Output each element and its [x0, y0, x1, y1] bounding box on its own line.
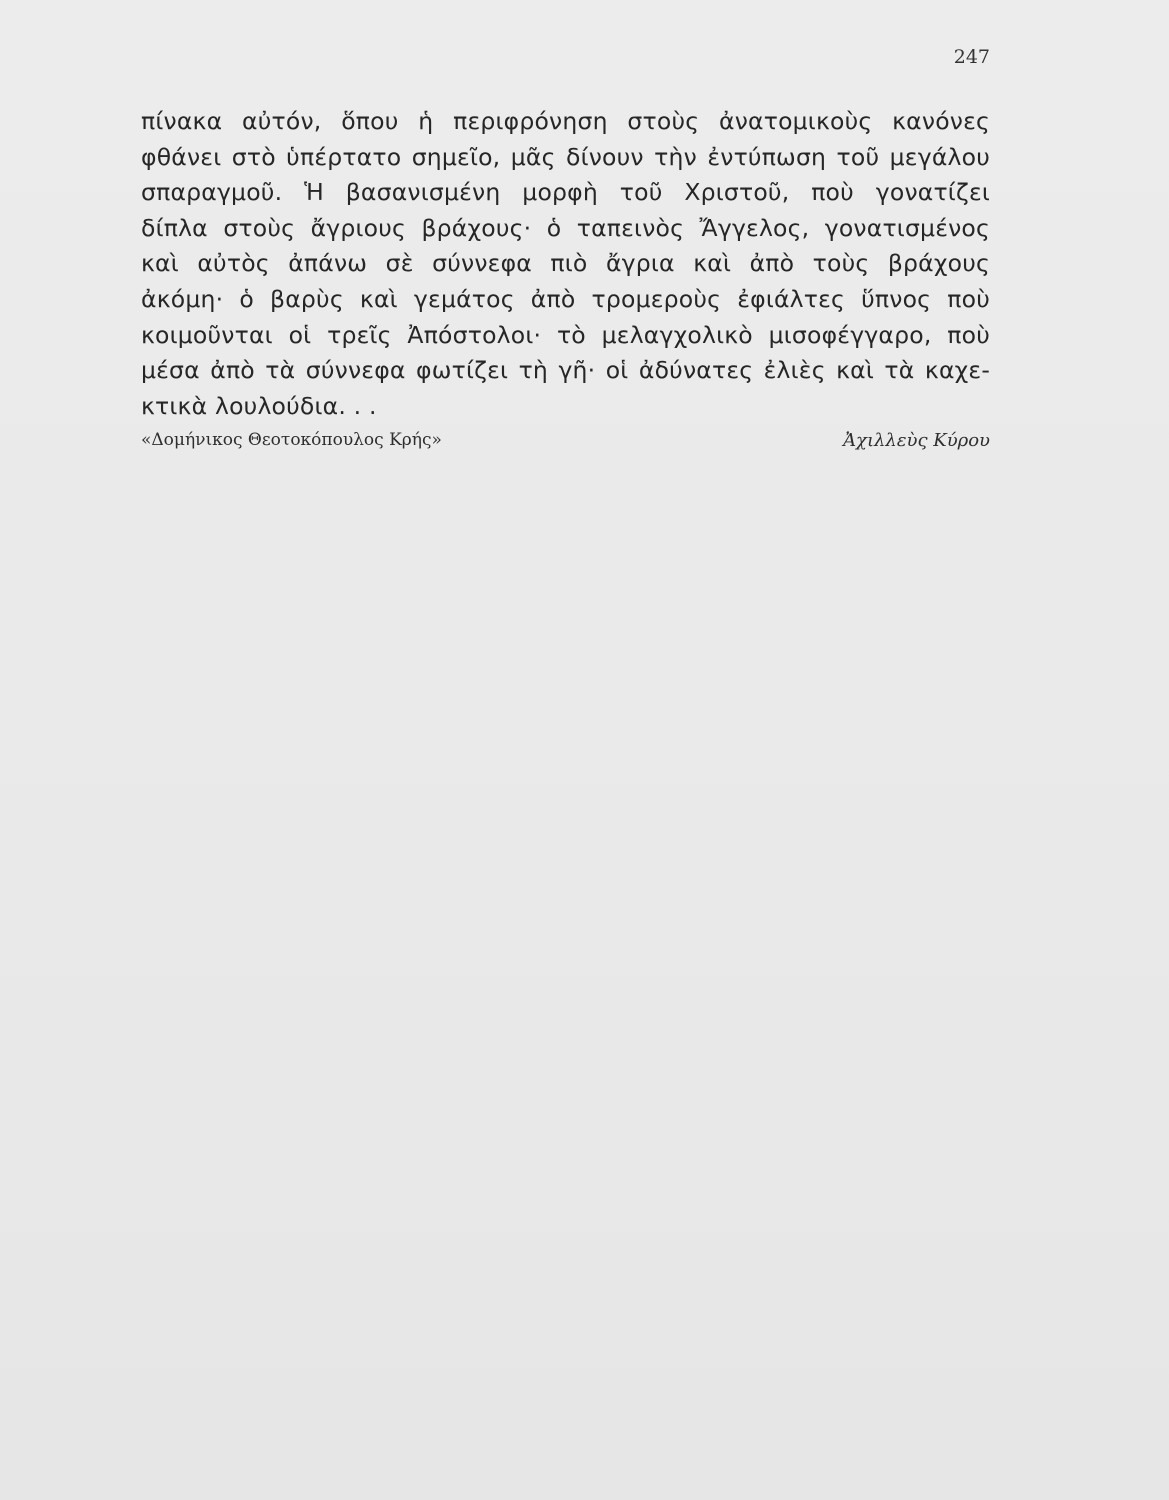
text-line: ἀκόμη· ὁ βαρὺς καὶ γεμάτος ἀπὸ τρομεροὺς ἐφιάλτες ὕπνος ποὺ — [141, 284, 990, 313]
text-line: κτικὰ λουλούδια. . . — [141, 391, 377, 420]
body-paragraph — [141, 104, 990, 424]
text-line: μέσα ἀπὸ τὰ σύννεφα φωτίζει τὴ γῆ· οἱ ἀδύνατες ἐλιὲς καὶ τὰ καχε- — [141, 356, 990, 385]
text-line: καὶ αὐτὸς ἀπάνω σὲ σύννεφα πιὸ ἄγρια καὶ ἀπὸ τοὺς βράχους — [141, 249, 990, 278]
author-name: Ἀχιλλεὺς Κύρου — [843, 430, 990, 451]
text-line: δίπλα στοὺς ἄγριους βράχους· ὁ ταπεινὸς Ἄγγελος, γονατισμένος — [141, 213, 990, 242]
text-line: πίνακα αὐτόν, ὅπου ἡ περιφρόνηση στοὺς ἀνατομικοὺς κανόνες — [141, 107, 990, 135]
text-line: σπαραγμοῦ. Ἡ βασανισμένη μορφὴ τοῦ Χριστοῦ, ποὺ γονατίζει — [141, 178, 990, 207]
text-line: φθάνει στὸ ὑπέρτατο σημεῖο, μᾶς δίνουν τὴν ἐντύπωση τοῦ μεγάλου — [141, 142, 990, 171]
page-number: 247 — [953, 46, 990, 68]
attribution-row — [141, 430, 990, 460]
text-line: κοιμοῦνται οἱ τρεῖς Ἀπόστολοι· τὸ μελαγχολικὸ μισοφέγγαρο, ποὺ — [141, 320, 990, 349]
source-title: «Δομήνικος Θεοτοκόπουλος Κρής» — [141, 430, 442, 450]
